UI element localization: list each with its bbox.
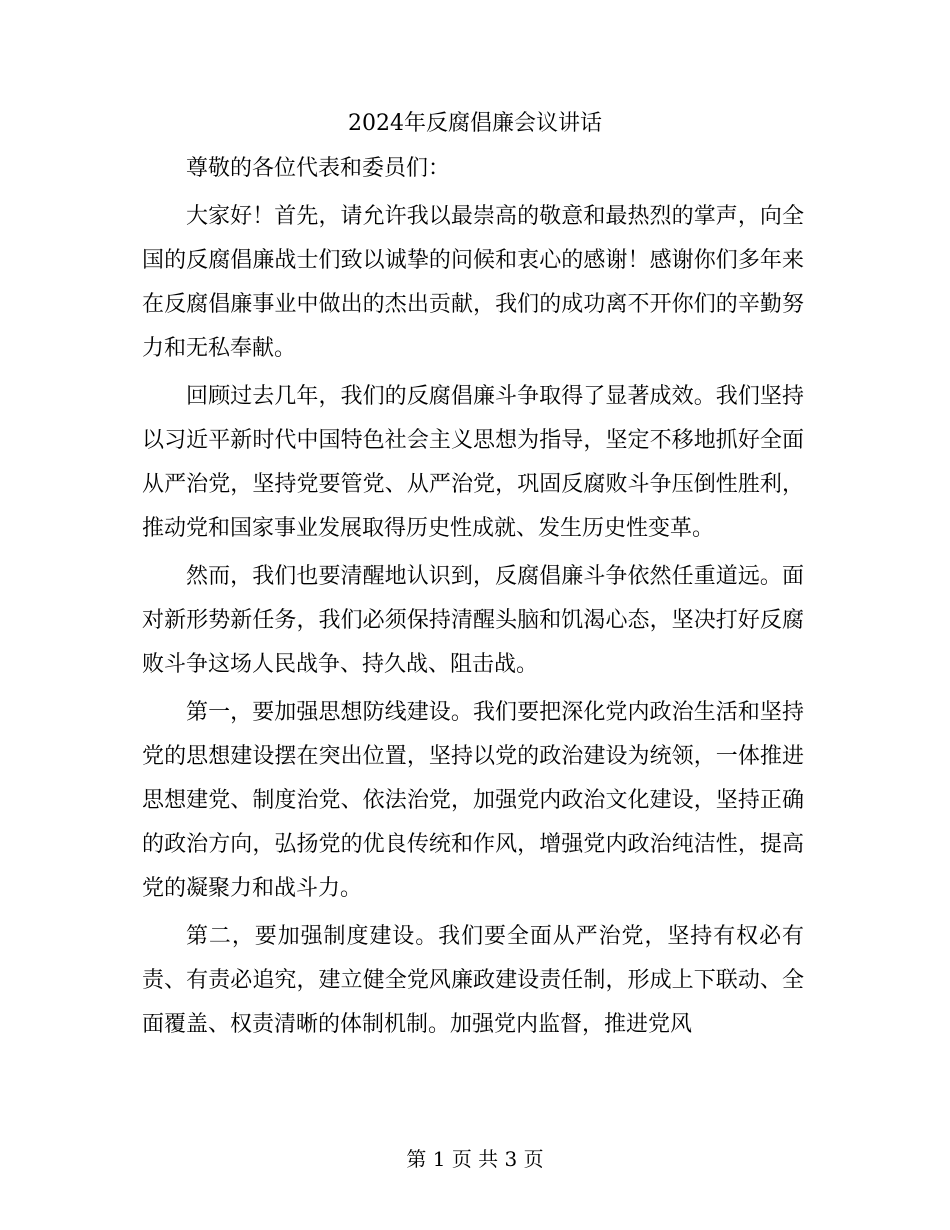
paragraph-point-two: 第二，要加强制度建设。我们要全面从严治党，坚持有权必有责、有责必追究，建立健全党风廉政建设责任制，形成上下联动、全面覆盖、权责清晰的体制机制。加强党内监督，推进党风 [142, 924, 804, 1037]
document-title: 2024年反腐倡廉会议讲话 [348, 111, 602, 136]
paragraph-point-one: 第一，要加强思想防线建设。我们要把深化党内政治生活和坚持党的思想建设摆在突出位置，坚持以党的政治建设为统领，一体推进思想建党、制度治党、依法治党，加强党内政治文化建设，坚持正确的政治方向，弘扬党的优良传统和作风，增强党内政治纯洁性，提高党的凝聚力和战斗力。 [142, 700, 804, 901]
salutation: 尊敬的各位代表和委员们： [186, 156, 451, 181]
paragraph-review: 回顾过去几年，我们的反腐倡廉斗争取得了显著成效。我们坚持以习近平新时代中国特色社会主义思想为指导，坚定不移地抓好全面从严治党，坚持党要管党、从严治党，巩固反腐败斗争压倒性胜利，推动党和国家事业发展取得历史性成就、发生历史性变革。 [142, 384, 804, 541]
paragraph-challenges: 然而，我们也要清醒地认识到，反腐倡廉斗争依然任重道远。面对新形势新任务，我们必须保持清醒头脑和饥渴心态，坚决打好反腐败斗争这场人民战争、持久战、阻击战。 [142, 564, 804, 677]
paragraph-greeting: 大家好！首先，请允许我以最崇高的敬意和最热烈的掌声，向全国的反腐倡廉战士们致以诚挚的问候和衷心的感谢！感谢你们多年来在反腐倡廉事业中做出的杰出贡献，我们的成功离不开你们的辛勤努力和无私奉献。 [142, 204, 804, 361]
page-footer: 第 1 页 共 3 页 [406, 1147, 544, 1171]
document-body [142, 147, 804, 1051]
